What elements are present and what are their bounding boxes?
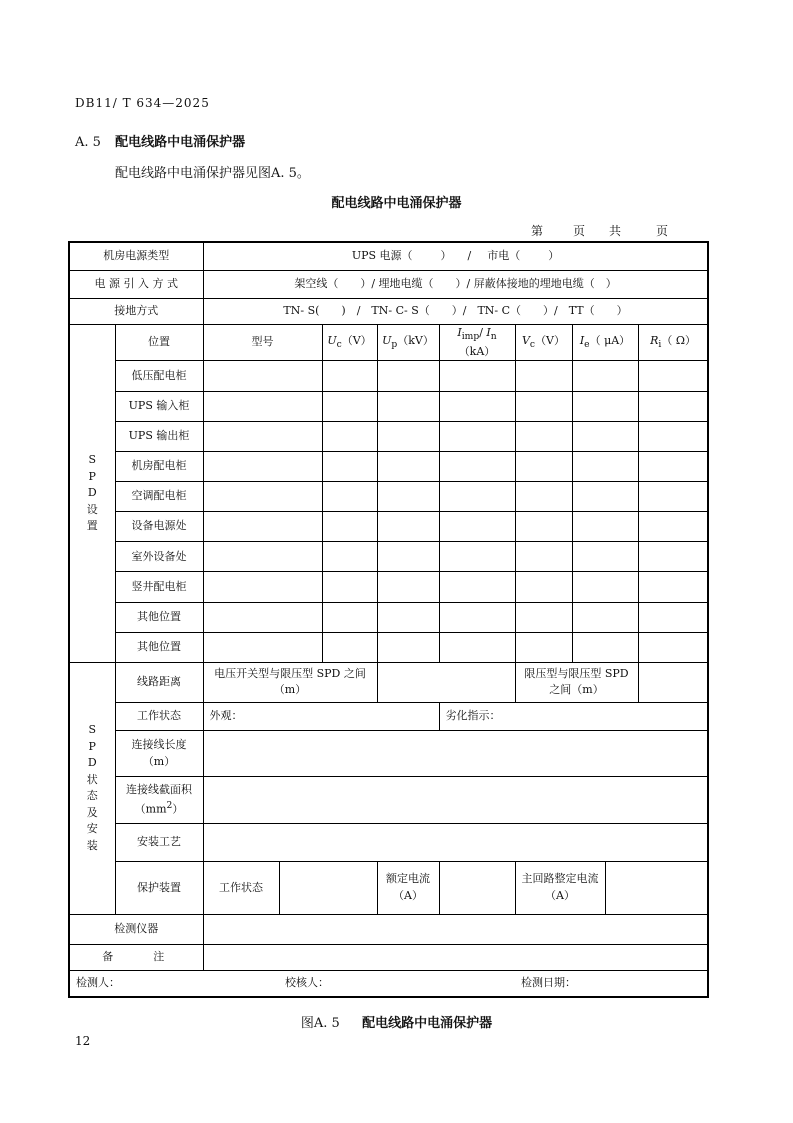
- imp-cell[interactable]: [439, 602, 515, 632]
- model-cell[interactable]: [203, 632, 322, 662]
- spd-row: [69, 512, 708, 542]
- ie-cell[interactable]: [572, 572, 638, 602]
- switch-to-limit-distance-label: 电压开关型与限压型 SPD 之间（m）: [203, 662, 377, 702]
- imp-cell[interactable]: [439, 391, 515, 421]
- col-ie: $I_e$（ μA）: [572, 324, 638, 361]
- uc-cell[interactable]: [322, 512, 377, 542]
- vc-cell[interactable]: [515, 632, 572, 662]
- row-cable-section: [69, 777, 708, 823]
- ie-cell[interactable]: [572, 482, 638, 512]
- model-cell[interactable]: [203, 572, 322, 602]
- imp-cell[interactable]: [439, 421, 515, 451]
- location-cell: 室外设备处: [115, 542, 203, 572]
- ie-cell[interactable]: [572, 512, 638, 542]
- model-cell[interactable]: [203, 482, 322, 512]
- spd-row: [69, 542, 708, 572]
- protection-status-value[interactable]: [279, 861, 377, 914]
- imp-cell[interactable]: [439, 512, 515, 542]
- inspector-field[interactable]: 检测人：: [69, 971, 279, 997]
- model-cell[interactable]: [203, 542, 322, 572]
- col-ri: $R_i$（ Ω）: [638, 324, 708, 361]
- protection-status-label: 工作状态: [203, 861, 279, 914]
- uc-cell[interactable]: [322, 451, 377, 481]
- remarks-value[interactable]: [203, 945, 708, 971]
- up-cell[interactable]: [377, 512, 439, 542]
- caption-number: 图A. 5: [300, 1016, 340, 1031]
- col-imp-in: $I_{imp}/$ $I_n(kA)$: [439, 324, 515, 361]
- ri-cell[interactable]: [638, 572, 708, 602]
- switch-to-limit-distance-value[interactable]: [377, 662, 515, 702]
- date-field[interactable]: 检测日期：: [515, 971, 708, 997]
- limit-to-limit-distance-label: 限压型与限压型 SPD 之间（m）: [515, 662, 638, 702]
- model-cell[interactable]: [203, 391, 322, 421]
- row-grounding: [69, 298, 708, 324]
- location-cell: UPS 输入柜: [115, 391, 203, 421]
- work-status-label: 工作状态: [115, 703, 203, 731]
- location-cell: 其他位置: [115, 602, 203, 632]
- up-cell[interactable]: [377, 572, 439, 602]
- model-cell[interactable]: [203, 512, 322, 542]
- up-cell[interactable]: [377, 361, 439, 391]
- location-cell: 其他位置: [115, 632, 203, 662]
- vc-cell[interactable]: [515, 572, 572, 602]
- cable-length-value[interactable]: [203, 731, 708, 777]
- ri-cell[interactable]: [638, 391, 708, 421]
- imp-cell[interactable]: [439, 572, 515, 602]
- vc-cell[interactable]: [515, 391, 572, 421]
- vc-cell[interactable]: [515, 482, 572, 512]
- vc-cell[interactable]: [515, 512, 572, 542]
- section-heading: [75, 131, 245, 150]
- row-cable-length: [69, 731, 708, 777]
- ie-cell[interactable]: [572, 602, 638, 632]
- uc-cell[interactable]: [322, 632, 377, 662]
- spd-row: [69, 361, 708, 391]
- up-cell[interactable]: [377, 421, 439, 451]
- ri-cell[interactable]: [638, 482, 708, 512]
- model-cell[interactable]: [203, 602, 322, 632]
- uc-cell[interactable]: [322, 572, 377, 602]
- vc-cell[interactable]: [515, 542, 572, 572]
- up-cell[interactable]: [377, 391, 439, 421]
- spd-row: [69, 572, 708, 602]
- spd-status-side-label: S P D 状 态 及 安 装: [69, 662, 115, 914]
- spd-setting-side-label: S P D 设 置: [69, 324, 115, 662]
- spd-row: [69, 632, 708, 662]
- ri-cell[interactable]: [638, 602, 708, 632]
- document-code: DB11/ T 634—2025: [75, 96, 210, 110]
- page-number: 12: [75, 1034, 91, 1048]
- ri-cell[interactable]: [638, 421, 708, 451]
- location-cell: 空调配电柜: [115, 482, 203, 512]
- ie-cell[interactable]: [572, 391, 638, 421]
- checker-field[interactable]: 校核人：: [279, 971, 515, 997]
- up-cell[interactable]: [377, 602, 439, 632]
- up-cell[interactable]: [377, 542, 439, 572]
- page-indicator-di: 第: [531, 224, 544, 238]
- row-power-entry: [69, 270, 708, 298]
- vc-cell[interactable]: [515, 421, 572, 451]
- page-indicator-ye-total: 页: [656, 224, 669, 238]
- imp-cell[interactable]: [439, 451, 515, 481]
- row-work-status: [69, 703, 708, 731]
- model-cell[interactable]: [203, 451, 322, 481]
- uc-cell[interactable]: [322, 361, 377, 391]
- ri-cell[interactable]: [638, 512, 708, 542]
- cable-section-label: 连接线截面积 $(mm^2)$: [115, 777, 203, 823]
- ri-cell[interactable]: [638, 542, 708, 572]
- instrument-value[interactable]: [203, 915, 708, 945]
- row-power-type: [69, 242, 708, 270]
- ie-cell[interactable]: [572, 632, 638, 662]
- power-type-label: 机房电源类型: [69, 242, 203, 270]
- ri-cell[interactable]: [638, 361, 708, 391]
- ie-cell[interactable]: [572, 451, 638, 481]
- row-remarks: [69, 945, 708, 971]
- uc-cell[interactable]: [322, 482, 377, 512]
- ri-cell[interactable]: [638, 451, 708, 481]
- spd-row: [69, 602, 708, 632]
- section-number: A. 5: [75, 135, 101, 150]
- ie-cell[interactable]: [572, 361, 638, 391]
- location-cell: UPS 输出柜: [115, 421, 203, 451]
- spd-row: [69, 391, 708, 421]
- model-cell[interactable]: [203, 361, 322, 391]
- location-cell: 低压配电柜: [115, 361, 203, 391]
- uc-cell[interactable]: [322, 542, 377, 572]
- imp-cell[interactable]: [439, 632, 515, 662]
- ie-cell[interactable]: [572, 542, 638, 572]
- location-cell: 竖井配电柜: [115, 572, 203, 602]
- protection-label: 保护装置: [115, 861, 203, 914]
- instrument-label: 检测仪器: [69, 915, 203, 945]
- page-indicator-ye: 页: [573, 224, 586, 238]
- grounding-label: 接地方式: [69, 298, 203, 324]
- imp-cell[interactable]: [439, 361, 515, 391]
- grounding-value[interactable]: TN- S( ) / TN- C- S（ ）/ TN- C（ ）/ TT（ ）: [203, 298, 708, 324]
- imp-cell[interactable]: [439, 482, 515, 512]
- rated-current-value[interactable]: [439, 861, 515, 914]
- vc-cell[interactable]: [515, 451, 572, 481]
- col-uc: $U_c(V)$: [322, 324, 377, 361]
- power-entry-value[interactable]: 架空线（ ）/ 埋地电缆（ ）/ 屏蔽体接地的埋地电缆（ ）: [203, 270, 708, 298]
- model-cell[interactable]: [203, 421, 322, 451]
- limit-to-limit-distance-value[interactable]: [638, 662, 708, 702]
- vc-cell[interactable]: [515, 602, 572, 632]
- vc-cell[interactable]: [515, 361, 572, 391]
- ri-cell[interactable]: [638, 632, 708, 662]
- col-vc: $V_c(V)$: [515, 324, 572, 361]
- main-current-label: 主回路整定电流 （A）: [515, 861, 605, 914]
- spd-row: [69, 421, 708, 451]
- uc-cell[interactable]: [322, 602, 377, 632]
- degradation-field[interactable]: 劣化指示：: [439, 703, 708, 731]
- caption-title: 配电线路中电涌保护器: [362, 1016, 493, 1031]
- line-distance-label: 线路距离: [115, 662, 203, 702]
- spd-row: [69, 451, 708, 481]
- row-instrument: [69, 915, 708, 945]
- page-indicator-gong: 共: [609, 224, 622, 238]
- appearance-field[interactable]: 外观：: [203, 703, 439, 731]
- install-value[interactable]: [203, 823, 708, 861]
- rated-current-label: 额定电流 （A）: [377, 861, 439, 914]
- up-cell[interactable]: [377, 482, 439, 512]
- up-cell[interactable]: [377, 451, 439, 481]
- spd-setting-header-row: [69, 324, 708, 361]
- row-signatures: [69, 971, 708, 997]
- col-model: 型号: [203, 324, 322, 361]
- uc-cell[interactable]: [322, 391, 377, 421]
- remarks-label: 备 注: [69, 945, 203, 971]
- uc-cell[interactable]: [322, 421, 377, 451]
- location-cell: 机房配电柜: [115, 451, 203, 481]
- col-position: 位置: [115, 324, 203, 361]
- figure-caption: [0, 1012, 793, 1031]
- table-title: 配电线路中电涌保护器: [331, 196, 462, 211]
- cable-section-value[interactable]: [203, 777, 708, 823]
- up-cell[interactable]: [377, 632, 439, 662]
- location-cell: 设备电源处: [115, 512, 203, 542]
- intro-text: 配电线路中电涌保护器见图A. 5。: [115, 166, 310, 181]
- power-entry-label: 电 源 引 入 方 式: [69, 270, 203, 298]
- ie-cell[interactable]: [572, 421, 638, 451]
- spd-inspection-form: [68, 241, 709, 998]
- imp-cell[interactable]: [439, 542, 515, 572]
- main-current-value[interactable]: [605, 861, 708, 914]
- section-title: 配电线路中电涌保护器: [115, 135, 246, 150]
- row-protection: [69, 861, 708, 914]
- power-type-value[interactable]: UPS 电源（ ） / 市电（ ）: [203, 242, 708, 270]
- spd-row: [69, 482, 708, 512]
- row-line-distance: [69, 662, 708, 702]
- row-install: [69, 823, 708, 861]
- col-up: $U_p(kV)$: [377, 324, 439, 361]
- install-label: 安装工艺: [115, 823, 203, 861]
- cable-length-label: 连接线长度 （m）: [115, 731, 203, 777]
